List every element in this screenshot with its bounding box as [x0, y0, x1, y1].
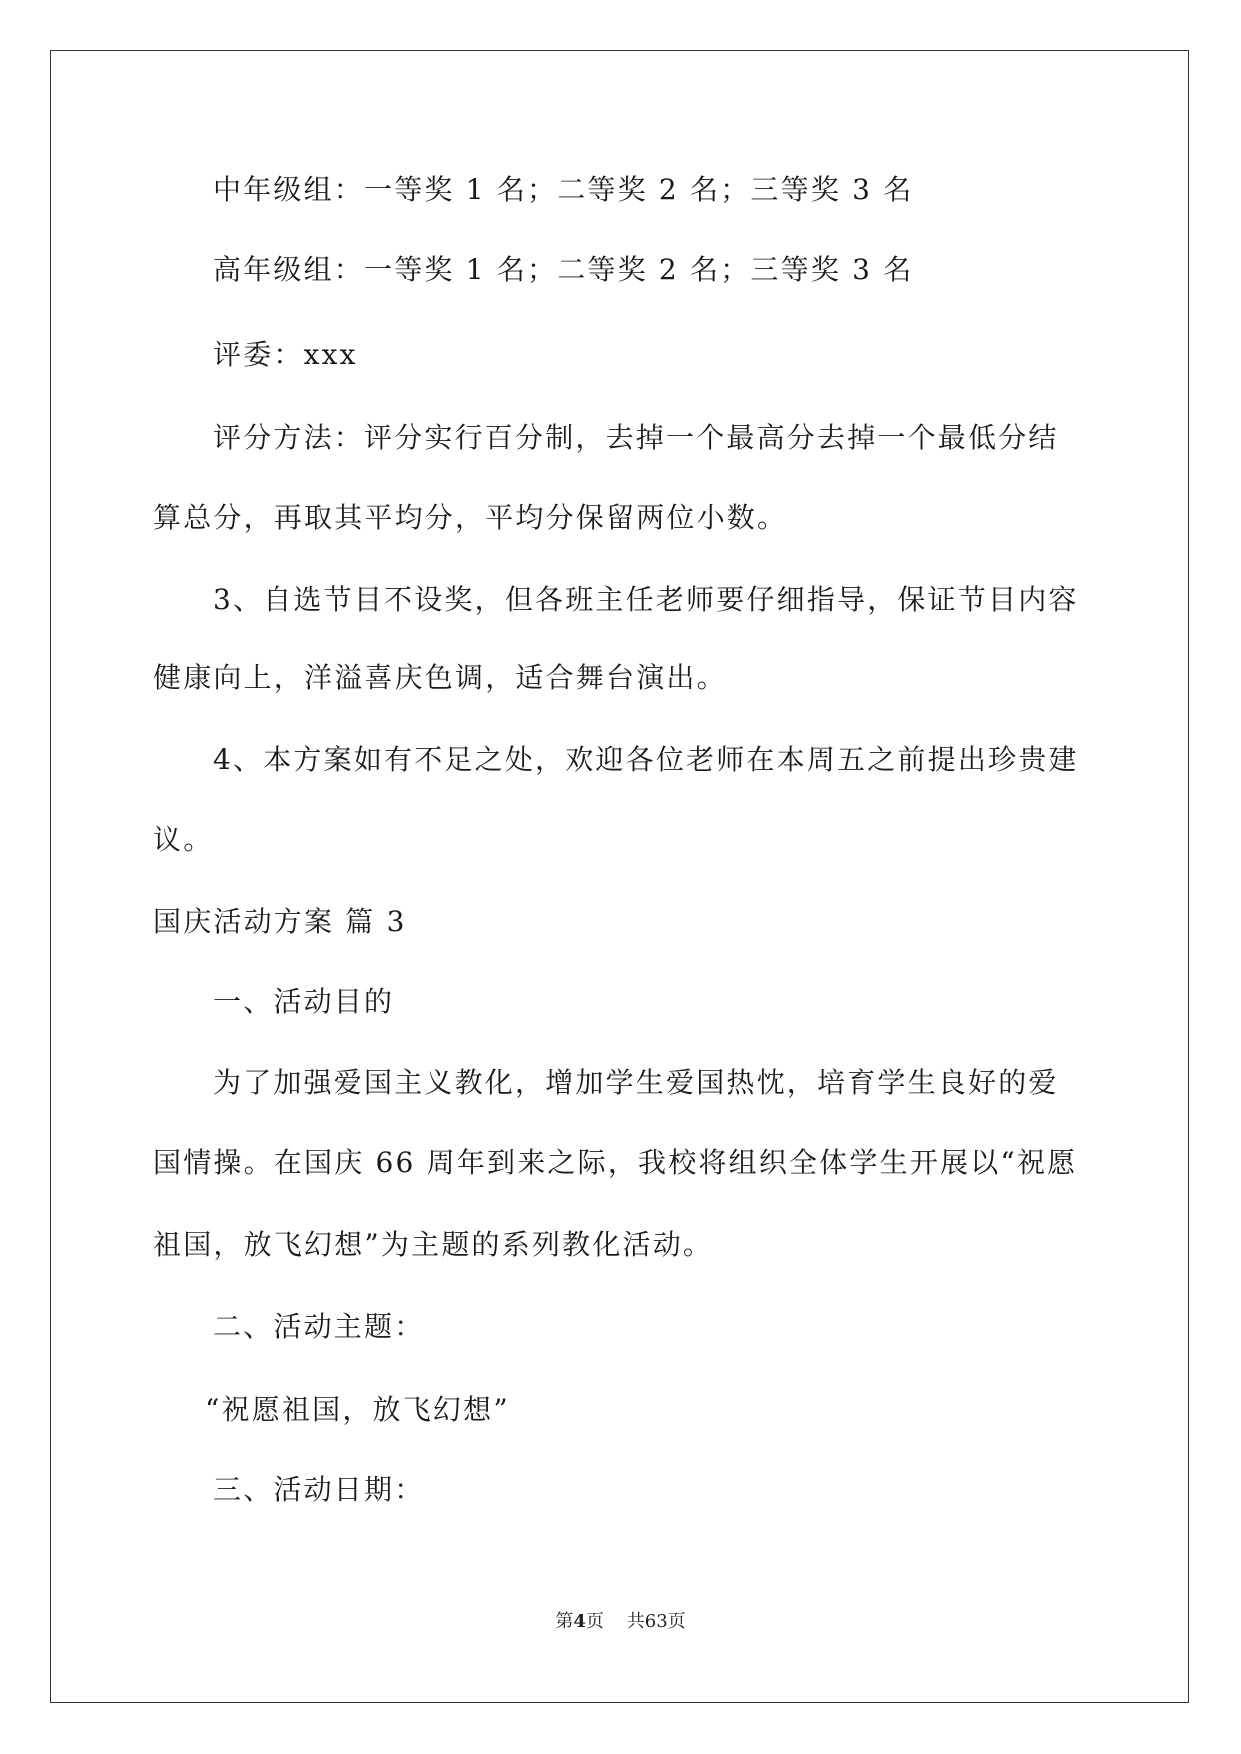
footer-prefix: 第 — [555, 1611, 574, 1632]
paragraph-line: 为了加强爱国主义教化，增加学生爱国热忱，培育学生良好的爱 — [213, 1066, 1059, 1099]
paragraph-line: 国情操。在国庆 66 周年到来之际，我校将组织全体学生开展以“祝愿 — [153, 1146, 1078, 1179]
paragraph-line: 健康向上，洋溢喜庆色调，适合舞台演出。 — [153, 661, 727, 694]
paragraph-line: 高年级组：一等奖 1 名；二等奖 2 名；三等奖 3 名 — [213, 253, 914, 286]
paragraph-line: 一、活动目的 — [213, 985, 395, 1018]
paragraph-line: 议。 — [153, 823, 214, 856]
paragraph-line: 3、自选节目不设奖，但各班主任老师要仔细指导，保证节目内容 — [213, 583, 1079, 616]
paragraph-line: 评分方法：评分实行百分制，去掉一个最高分去掉一个最低分结 — [213, 421, 1059, 454]
paragraph-line: 评委：xxx — [213, 338, 358, 371]
paragraph-line: 中年级组：一等奖 1 名；二等奖 2 名；三等奖 3 名 — [213, 173, 914, 206]
paragraph-line: “祝愿祖国，放飞幻想” — [205, 1393, 510, 1426]
paragraph-line: 4、本方案如有不足之处，欢迎各位老师在本周五之前提出珍贵建 — [213, 743, 1079, 776]
footer-page-unit: 页 — [585, 1611, 604, 1632]
page-number: 4 — [573, 1611, 586, 1632]
footer-total-prefix: 共 — [626, 1611, 645, 1632]
page-border — [50, 50, 1189, 1703]
section-heading: 国庆活动方案 篇 3 — [153, 905, 407, 938]
paragraph-line: 三、活动日期： — [213, 1473, 425, 1506]
page-footer — [0, 1610, 1241, 1634]
paragraph-line: 算总分，再取其平均分，平均分保留两位小数。 — [153, 501, 788, 534]
paragraph-line: 二、活动主题： — [213, 1310, 425, 1343]
paragraph-line: 祖国，放飞幻想”为主题的系列教化活动。 — [153, 1228, 714, 1261]
total-pages: 63 — [644, 1611, 668, 1632]
footer-total-unit: 页 — [667, 1611, 686, 1632]
